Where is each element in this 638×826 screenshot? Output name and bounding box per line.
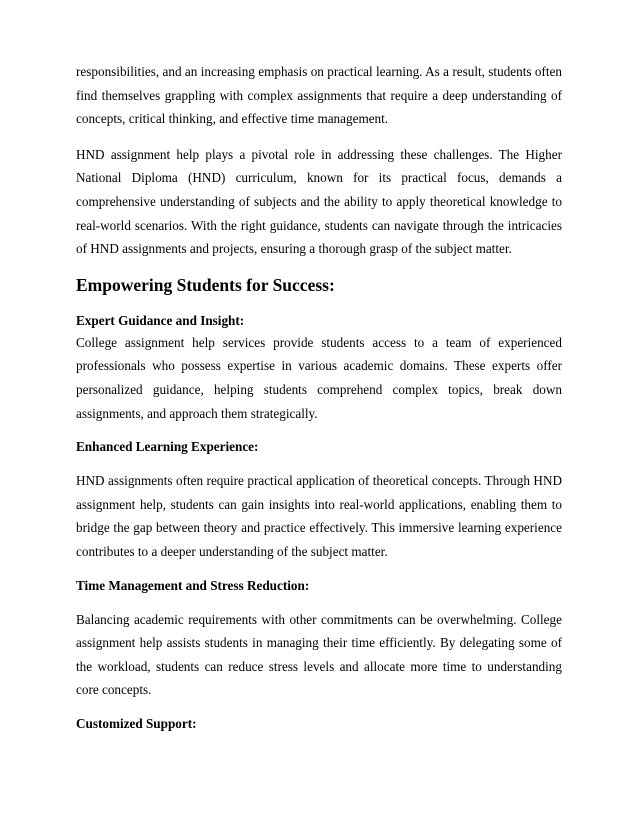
intro-paragraph: responsibilities, and an increasing emphasis on practical learning. As a result, students often find themselves grappling with complex assignments that require a deep understanding of concepts, critical thinking, and effective time management.: [76, 64, 562, 127]
subsection-heading: Customized Support:: [76, 715, 197, 731]
section-heading: Empowering Students for Success:: [76, 274, 335, 295]
subsection-body: Balancing academic requirements with other commitments can be overwhelming. College assignment help assists students in managing their time efficiently. By delegating some of the workload, students can reduce stress levels and allocate more time to understanding core concepts.: [76, 611, 562, 698]
subsection-heading: Enhanced Learning Experience:: [76, 439, 259, 455]
subsection-body: HND assignments often require practical application of theoretical concepts. Through HND assignment help, students can gain insights into real-world applications, enabling them to bridge the gap between theory and practice effectively. This immersive learning experience contributes to a deeper understanding of the subject matter.: [76, 473, 562, 559]
subsection-heading: Expert Guidance and Insight:: [76, 312, 245, 328]
subsection-body: College assignment help services provide students access to a team of experienced professionals who possess expertise in various academic domains. These experts offer personalized guidance, helping students comprehend complex topics, break down assignments, and approach them strategically.: [76, 334, 562, 421]
subsection-heading: Time Management and Stress Reduction:: [76, 577, 310, 593]
document-page: [76, 60, 562, 734]
intro-paragraph: HND assignment help plays a pivotal role in addressing these challenges. The Higher National Diploma (HND) curriculum, known for its practical focus, demands a comprehensive understanding of subjects and the ability to apply theoretical knowledge to real-world scenarios. With the right guidance, students can navigate through the intricacies of HND assignments and projects, ensuring a thorough grasp of the subject matter.: [76, 146, 562, 257]
